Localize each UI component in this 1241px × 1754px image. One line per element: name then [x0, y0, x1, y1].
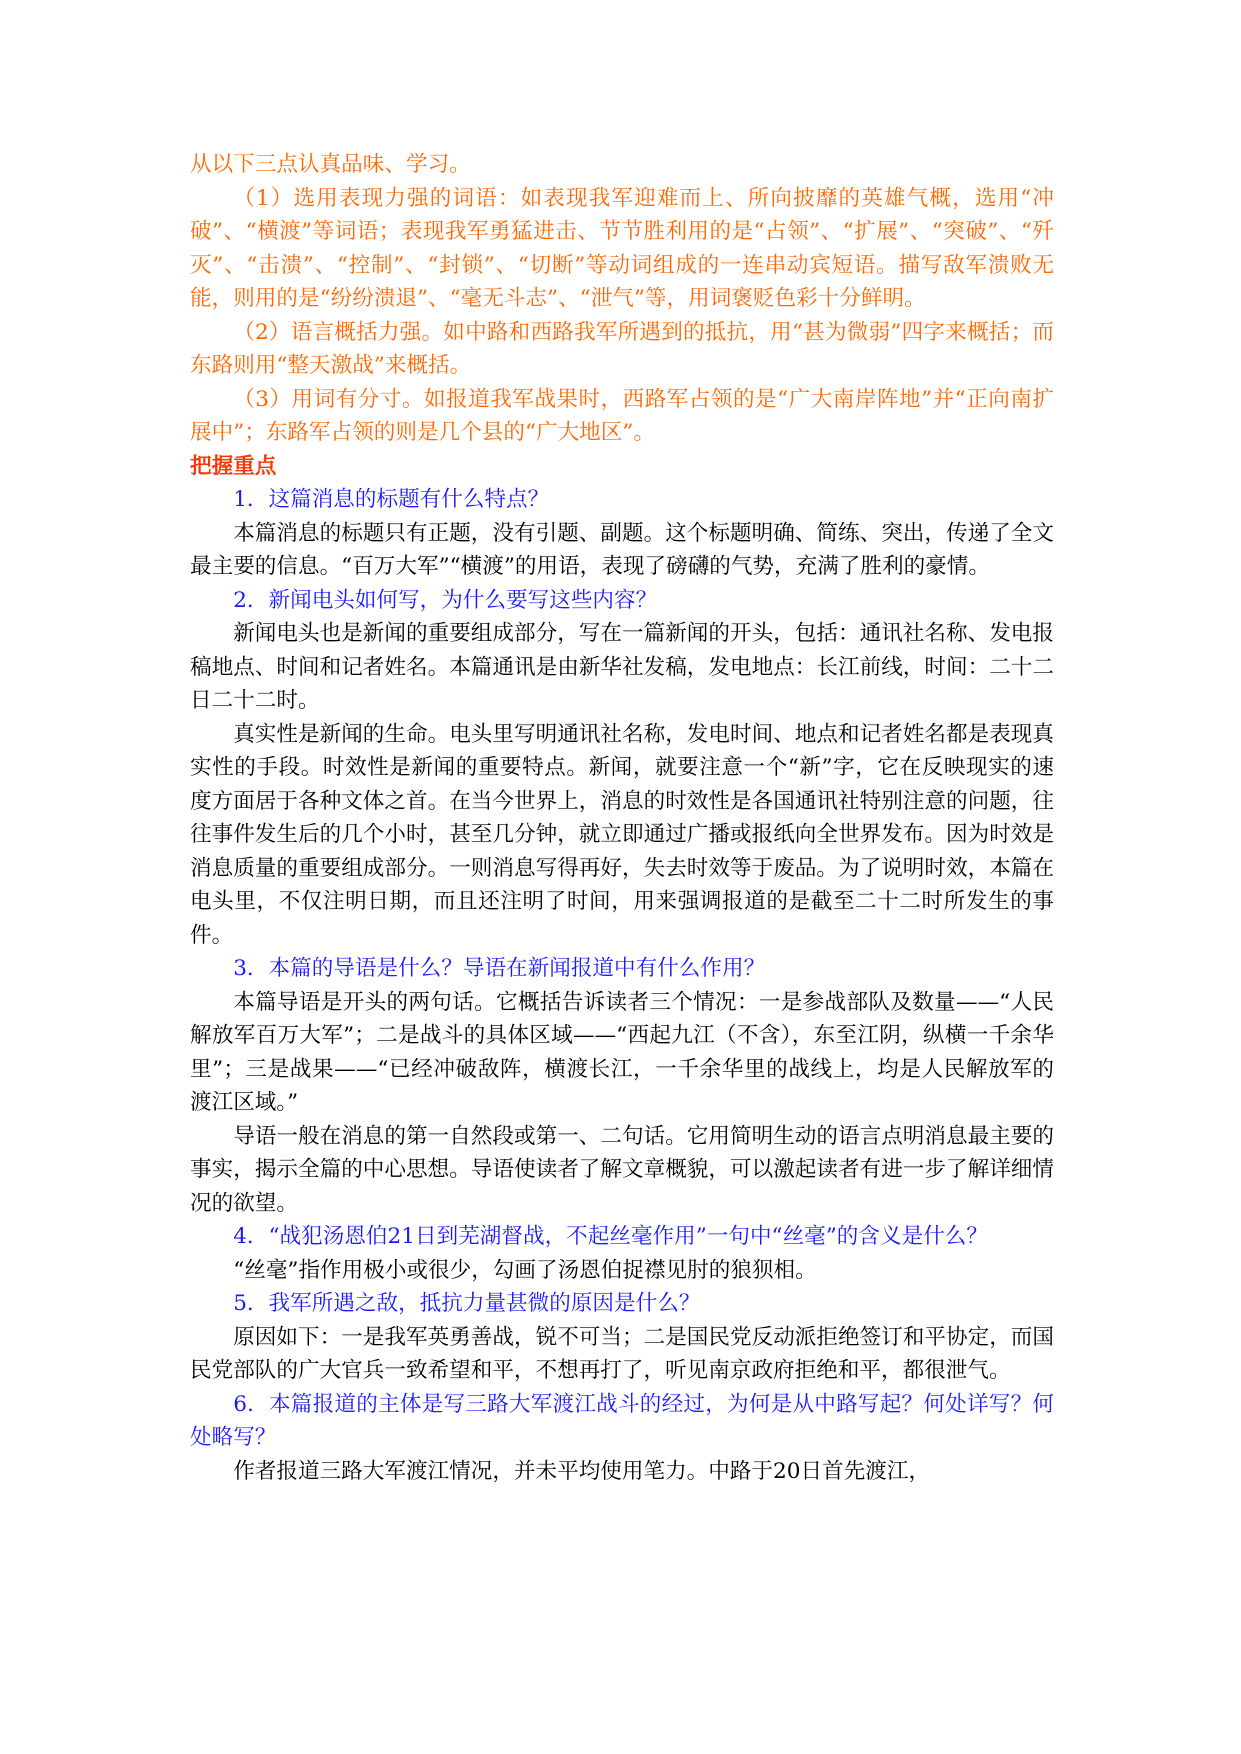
question-6: 6．本篇报道的主体是写三路大军渡江战斗的经过，为何是从中路写起？何处详写？何处略写？: [190, 1391, 1054, 1450]
question-4: 4．“战犯汤恩伯21日到芜湖督战，不起丝毫作用”一句中“丝毫”的含义是什么？: [233, 1224, 988, 1249]
answer-6: 作者报道三路大军渡江情况，并未平均使用笔力。中路于20日首先渡江，: [233, 1458, 931, 1484]
question-2: 2．新闻电头如何写，为什么要写这些内容？: [233, 587, 658, 613]
point-3: （3）用词有分寸。如报道我军战果时，西路军占领的是“广大南岸阵地”并“正向南扩展中”；东路军占领的则是几个县的“广大地区”。: [190, 386, 1054, 445]
answer-1: 本篇消息的标题只有正题，没有引题、副题。这个标题明确、简练、突出，传递了全文最主要的信息。“百万大军”“横渡”的用语，表现了磅礴的气势，充满了胜利的豪情。: [190, 520, 1054, 579]
answer-3b: 导语一般在消息的第一自然段或第一、二句话。它用简明生动的语言点明消息最主要的事实，揭示全篇的中心思想。导语使读者了解文章概貌，可以激起读者有进一步了解详细情况的欲望。: [190, 1123, 1054, 1216]
point-1: （1）选用表现力强的词语：如表现我军迎难而上、所向披靡的英雄气概，选用“冲破”、“横渡”等词语；表现我军勇猛进击、节节胜利用的是“占领”、“扩展”、“突破”、“歼灭”、“击溃”、“控制”、“封锁”、“切断”等动词组成的一连串动宾短语。描写敌军溃败无能，则用的是“纷纷溃退”、“毫无斗志”、“泄气”等，用词褒贬色彩十分鲜明。: [190, 185, 1054, 311]
answer-3a: 本篇导语是开头的两句话。它概括告诉读者三个情况：一是参战部队及数量——“人民解放军百万大军”；二是战斗的具体区域——“西起九江（不含），东至江阴，纵横一千余华里”；三是战果——“已经冲破敌阵，横渡长江，一千余华里的战线上，均是人民解放军的渡江区域。”: [190, 989, 1054, 1115]
point-2: （2）语言概括力强。如中路和西路我军所遇到的抵抗，用“甚为微弱”四字来概括；而东路则用“整天激战”来概括。: [190, 319, 1054, 378]
answer-5: 原因如下：一是我军英勇善战，锐不可当；二是国民党反动派拒绝签订和平协定，而国民党部队的广大官兵一致希望和平，不想再打了，听见南京政府拒绝和平，都很泄气。: [190, 1324, 1054, 1383]
document-page: [190, 148, 1054, 1488]
answer-4: “丝毫”指作用极小或很少，勾画了汤恩伯捉襟见肘的狼狈相。: [233, 1257, 817, 1283]
answer-2a: 新闻电头也是新闻的重要组成部分，写在一篇新闻的开头，包括：通讯社名称、发电报稿地点、时间和记者姓名。本篇通讯是由新华社发稿，发电地点：长江前线，时间：二十二日二十二时。: [190, 621, 1054, 713]
question-5: 5．我军所遇之敌，抵抗力量甚微的原因是什么？: [233, 1291, 701, 1316]
section-heading: 把握重点: [190, 453, 277, 479]
intro-line: 从以下三点认真品味、学习。: [190, 152, 471, 177]
answer-2b: 真实性是新闻的生命。电头里写明通讯社名称，发电时间、地点和记者姓名都是表现真实性的手段。时效性是新闻的重要特点。新闻，就要注意一个“新”字，它在反映现实的速度方面居于各种文体之首。在当今世界上，消息的时效性是各国通讯社特别注意的问题，往往事件发生后的几个小时，甚至几分钟，就立即通过广播或报纸向全世界发布。因为时效是消息质量的重要组成部分。一则消息写得再好，失去时效等于废品。为了说明时效，本篇在电头里，不仅注明日期，而且还注明了时间，用来强调报道的是截至二十二时所发生的事件。: [190, 721, 1054, 948]
question-1: 1．这篇消息的标题有什么特点？: [233, 487, 550, 512]
question-3: 3．本篇的导语是什么？导语在新闻报道中有什么作用？: [233, 956, 766, 981]
